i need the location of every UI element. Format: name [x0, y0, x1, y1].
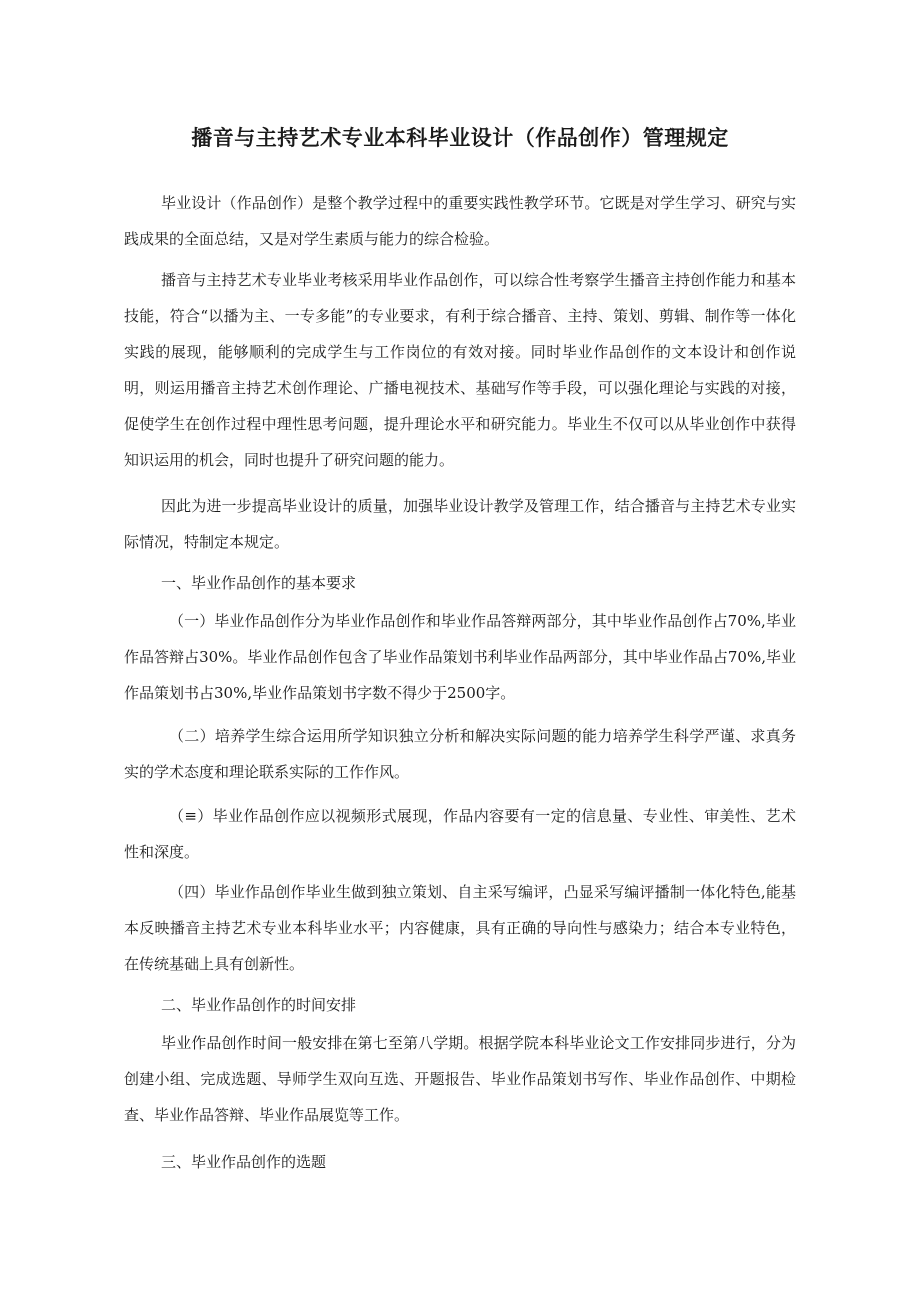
section-1-item-3: （≡）毕业作品创作应以视频形式展现，作品内容要有一定的信息量、专业性、审美性、艺术性和深度。: [124, 807, 796, 861]
section-2-body: 毕业作品创作时间一般安排在第七至第八学期。根据学院本科毕业论文工作安排同步进行，分为创建小组、完成选题、导师学生双向互选、开题报告、毕业作品策划书写作、毕业作品创作、中期检查、毕业作品答辩、毕业作品展览等工作。: [124, 1034, 796, 1124]
intro-paragraph-2: 播音与主持艺术专业毕业考核采用毕业作品创作，可以综合性考察学生播音主持创作能力和基本技能，符合“以播为主、一专多能”的专业要求，有利于综合播音、主持、策划、剪辑、制作等一体化实践的展现，能够顺利的完成学生与工作岗位的有效对接。同时毕业作品创作的文本设计和创作说明，则运用播音主持艺术创作理论、广播电视技术、基础写作等手段，可以强化理论与实践的对接，促使学生在创作过程中理性思考问题，提升理论水平和研究能力。毕业生不仅可以从毕业创作中获得知识运用的机会，同时也提升了研究问题的能力。: [124, 271, 796, 469]
intro-paragraph-3: 因此为进一步提高毕业设计的质量，加强毕业设计教学及管理工作，结合播音与主持艺术专业实际情况，特制定本规定。: [124, 497, 796, 551]
section-2-heading: 二、毕业作品创作的时间安排: [161, 996, 357, 1014]
document-title: 播音与主持艺术专业本科毕业设计（作品创作）管理规定: [191, 126, 729, 150]
section-1-item-4: （四）毕业作品创作毕业生做到独立策划、自主采写编评，凸显采写编评播制一体化特色,能基本反映播音主持艺术专业本科毕业水平；内容健康，具有正确的导向性与感染力；结合本专业特色，在传统基础上具有创新性。: [124, 883, 796, 973]
section-1-item-2: （二）培养学生综合运用所学知识独立分析和解决实际问题的能力培养学生科学严谨、求真务实的学术态度和理论联系实际的工作作风。: [124, 727, 796, 781]
section-1-heading: 一、毕业作品创作的基本要求: [161, 574, 357, 592]
section-3-heading: 三、毕业作品创作的选题: [161, 1153, 327, 1171]
intro-paragraph-1: 毕业设计（作品创作）是整个教学过程中的重要实践性教学环节。它既是对学生学习、研究与实践成果的全面总结，又是对学生素质与能力的综合检验。: [124, 194, 796, 248]
section-1-item-1: （一）毕业作品创作分为毕业作品创作和毕业作品答辩两部分，其中毕业作品创作占70%,毕业作品答辩占30%。毕业作品创作包含了毕业作品策划书利毕业作品两部分，其中毕业作品占70%,毕业作品策划书占30%,毕业作品策划书字数不得少于2500字。: [124, 612, 796, 702]
